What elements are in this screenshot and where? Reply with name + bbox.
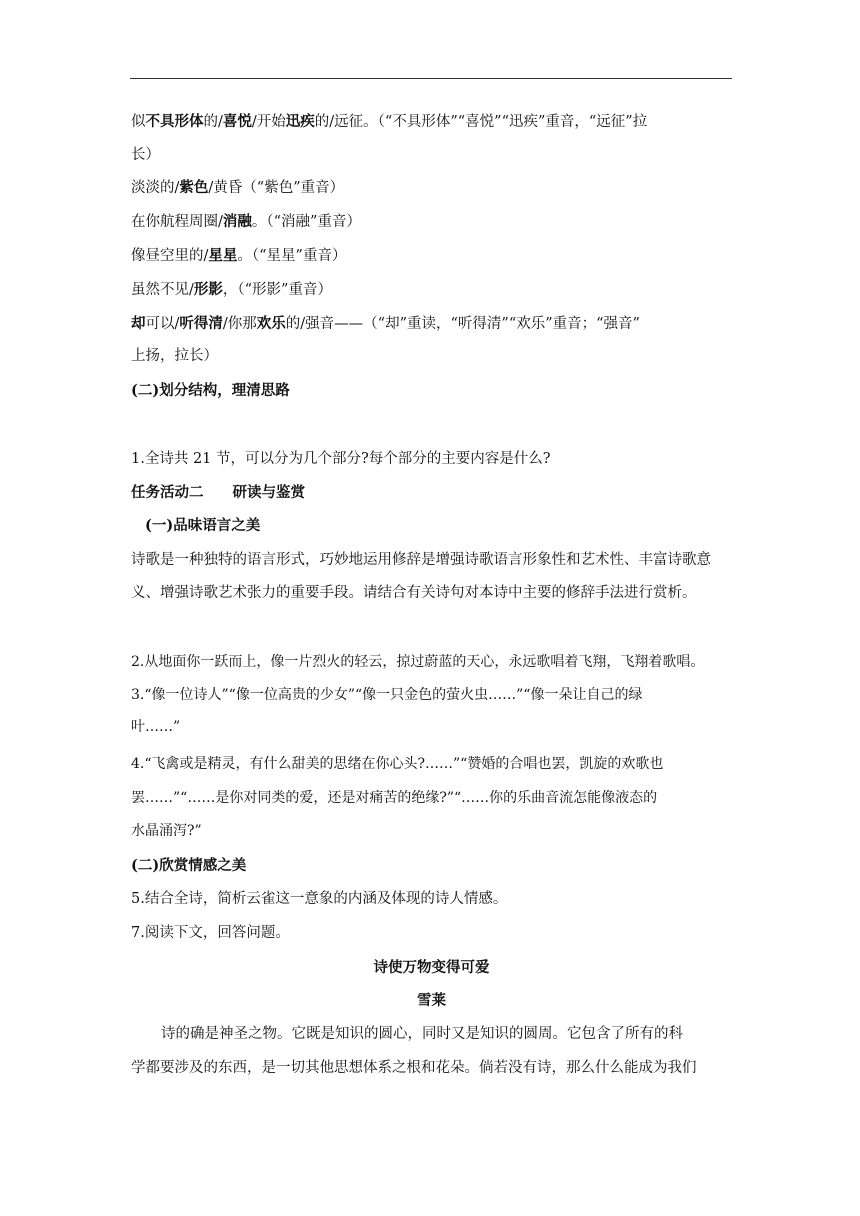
rm-seg: 形影 <box>193 281 223 298</box>
rm-seg: 似 <box>131 114 146 130</box>
subsection-heading: (二)欣赏情感之美 <box>131 857 247 874</box>
question-7: 7.阅读下文，回答问题。 <box>131 925 290 941</box>
reading-mark-line-3 <box>131 178 732 198</box>
subsection-heading: (一)品味语言之美 <box>145 517 261 534</box>
rm-seg: 。（“消融”重音） <box>251 214 361 230</box>
task-heading: 任务活动二 研读与鉴赏 <box>131 484 305 501</box>
rm-seg: 。（“星星”重音） <box>237 248 347 264</box>
header-rule <box>130 78 732 79</box>
rm-seg: 像昼空里的/ <box>131 248 209 264</box>
rm-seg: /开始 <box>251 114 286 130</box>
rm-seg: 听得清 <box>179 315 223 332</box>
rm-seg: 上扬，拉长） <box>131 348 218 364</box>
rm-seg: 虽然不见/ <box>131 282 194 298</box>
question-4-line-1: 4.“飞禽或是精灵，有什么甜美的思绪在你心头?……”“赞婚的合唱也罢，凯旋的欢歌也 <box>131 756 664 772</box>
rm-seg: 迅疾 <box>285 113 315 130</box>
rm-seg: 喜悦 <box>222 113 252 130</box>
article-title: 诗使万物变得可爱 <box>373 959 490 976</box>
rm-seg: 欢乐 <box>256 315 286 332</box>
question-4-line-3: 水晶涌泻?” <box>131 823 202 839</box>
question-3-line-1: 3.“像一位诗人”“像一位高贵的少女”“像一只金色的萤火虫……”“像一朵让自己的绿 <box>131 687 643 703</box>
rm-seg: 的/ <box>203 114 223 130</box>
reading-mark-line-6 <box>131 280 732 300</box>
article-paragraph-line: 诗的确是神圣之物。它既是知识的圆心，同时又是知识的圆周。它包含了所有的科 <box>161 1026 683 1042</box>
rm-seg: ，（“形影”重音） <box>222 282 332 298</box>
reading-mark-line-4 <box>131 212 732 232</box>
rm-seg: 在你航程周圈/ <box>131 214 223 230</box>
rm-seg: 紫色 <box>179 179 209 196</box>
question-3-line-2: 叶……” <box>131 719 181 735</box>
rm-seg: 的/远征。（“不具形体”“喜悦”“迅疾”重音，“远征”拉 <box>314 114 648 130</box>
reading-mark-line-5 <box>131 246 732 266</box>
rm-seg: 消融 <box>222 213 252 230</box>
question-5: 5.结合全诗，简析云雀这一意象的内涵及体现的诗人情感。 <box>131 891 508 907</box>
reading-mark-line-1 <box>131 112 732 132</box>
reading-mark-line-7 <box>131 314 732 334</box>
question-4-line-2: 罢……”“……是你对同类的爱，还是对痛苦的绝缘?”“……你的乐曲音流怎能像液态的 <box>131 790 658 806</box>
rm-seg: 不具形体 <box>145 113 204 130</box>
paragraph-line: 诗歌是一种独特的语言形式，巧妙地运用修辞是增强诗歌语言形象性和艺术性、丰富诗歌意 <box>131 552 711 568</box>
article-author: 雪莱 <box>417 992 446 1009</box>
paragraph-line: 义、增强诗歌艺术张力的重要手段。请结合有关诗句对本诗中主要的修辞手法进行赏析。 <box>131 585 697 601</box>
rm-seg: 星星 <box>208 247 238 264</box>
article-paragraph-line: 学都要涉及的东西，是一切其他思想体系之根和花朵。倘若没有诗，那么什么能成为我们 <box>131 1060 697 1076</box>
reading-mark-line-2 <box>131 145 732 165</box>
rm-seg: 却 <box>131 315 146 332</box>
rm-seg: /黄昏（“紫色”重音） <box>208 180 345 196</box>
rm-seg: 可以/ <box>145 316 180 332</box>
rm-seg: /你那 <box>222 316 257 332</box>
question-2: 2.从地面你一跃而上，像一片烈火的轻云，掠过蔚蓝的天心，永远歌唱着飞翔，飞翔着歌唱。 <box>131 654 705 670</box>
rm-seg: 淡淡的/ <box>131 180 180 196</box>
rm-seg: 的/强音——（“却”重读，“听得清”“欢乐”重音；“强音” <box>285 316 640 332</box>
section-heading: (二)划分结构，理清思路 <box>131 382 290 399</box>
question-1: 1.全诗共 21 节，可以分为几个部分?每个部分的主要内容是什么? <box>131 451 551 467</box>
rm-seg: 长） <box>131 147 160 163</box>
reading-mark-line-8 <box>131 346 732 366</box>
